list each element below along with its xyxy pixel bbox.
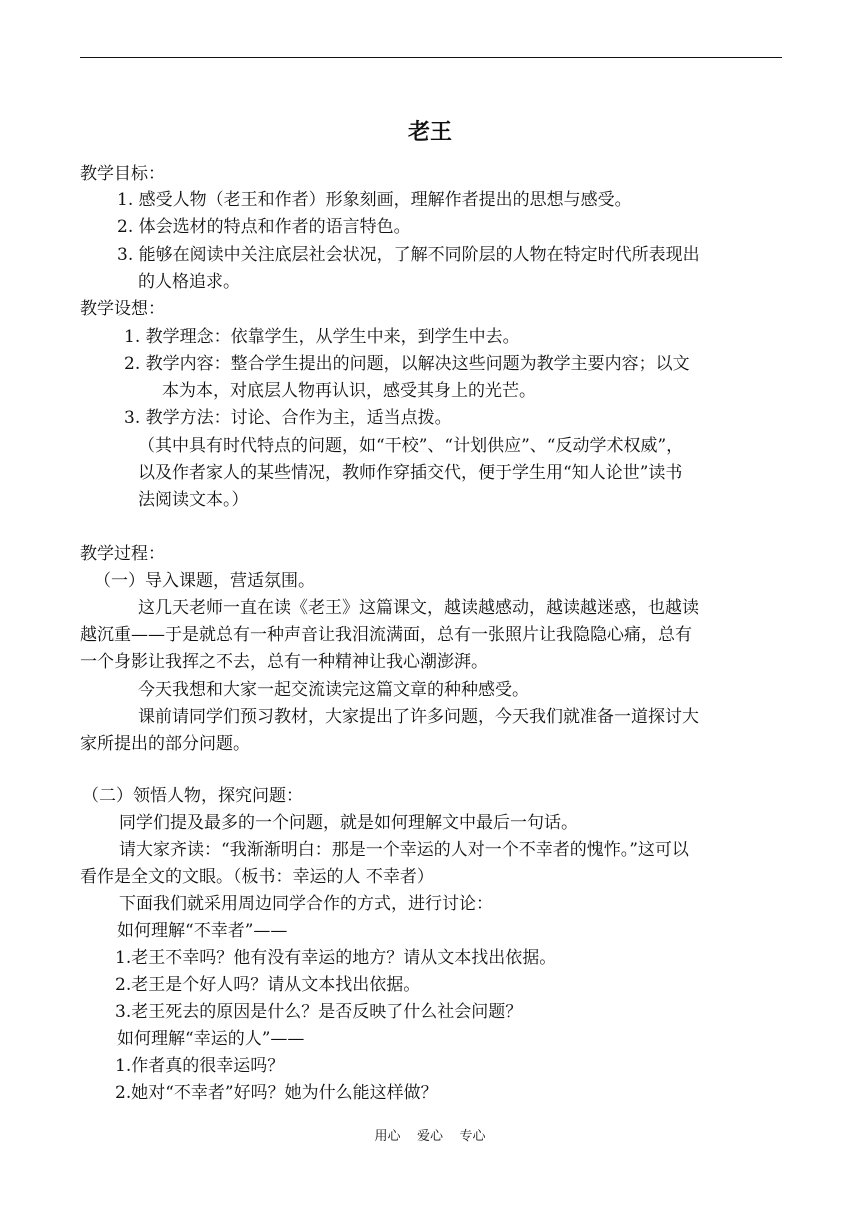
goal-item-2: 2. 体会选材的特点和作者的语言特色。 xyxy=(117,217,411,237)
question-1-3: 3.老王死去的原因是什么？是否反映了什么社会问题？ xyxy=(115,1002,523,1022)
design-item-3: 3. 教学方法：讨论、合作为主，适当点拨。 xyxy=(124,408,452,428)
paragraph-5-line-1: 请大家齐读：“我渐渐明白：那是一个幸运的人对一个不幸者的愧怍。”这可以 xyxy=(119,840,689,860)
question-2-2: 2.她对“不幸者”好吗？她为什么能这样做？ xyxy=(115,1083,438,1103)
document-title: 老王 xyxy=(407,120,452,145)
design-item-2-cont: 本为本，对底层人物再认识，感受其身上的光芒。 xyxy=(162,381,536,401)
subsection-heading-1: （一）导入课题，营适氛围。 xyxy=(94,571,315,591)
paragraph-1-line-3: 一个身影让我挥之不去，总有一种精神让我心潮澎湃。 xyxy=(80,652,488,672)
goal-item-1: 1. 感受人物（老王和作者）形象刻画，理解作者提出的思想与感受。 xyxy=(117,190,632,210)
design-item-2: 2. 教学内容：整合学生提出的问题，以解决这些问题为教学主要内容；以文 xyxy=(124,354,690,374)
paragraph-5-line-2: 看作是全文的文眼。（板书：幸运的人 不幸者） xyxy=(80,867,434,887)
paragraph-4: 同学们提及最多的一个问题，就是如何理解文中最后一句话。 xyxy=(119,813,578,833)
paragraph-1-line-2: 越沉重——于是就总有一种声音让我泪流满面，总有一张照片让我隐隐心痛，总有 xyxy=(80,625,692,645)
paragraph-2: 今天我想和大家一起交流读完这篇文章的种种感受。 xyxy=(138,680,529,700)
page-footer: 用心 爱心 专心 xyxy=(374,1129,486,1144)
design-item-1: 1. 教学理念：依靠学生，从学生中来，到学生中去。 xyxy=(124,327,520,347)
subsection-heading-2: （二）领悟人物，探究问题： xyxy=(82,786,303,806)
section-heading-process: 教学过程： xyxy=(80,544,165,564)
design-note-cont: 以及作者家人的某些情况，教师作穿插交代，便于学生用“知人论世”读书 xyxy=(138,463,683,483)
question-group-2-heading: 如何理解“幸运的人”—— xyxy=(117,1029,305,1049)
goal-item-3-cont: 的人格追求。 xyxy=(138,272,240,292)
question-group-1-heading: 如何理解“不幸者”—— xyxy=(117,921,288,941)
goal-item-3: 3. 能够在阅读中关注底层社会状况，了解不同阶层的人物在特定时代所表现出 xyxy=(117,245,700,265)
paragraph-6: 下面我们就采用周边同学合作的方式，进行讨论： xyxy=(119,894,493,914)
paragraph-3-line-1: 课前请同学们预习教材，大家提出了许多问题，今天我们就准备一道探讨大 xyxy=(138,707,699,727)
question-2-1: 1.作者真的很幸运吗？ xyxy=(115,1056,285,1076)
header-rule xyxy=(80,57,782,58)
design-note-end: 法阅读文本。） xyxy=(138,490,249,510)
question-1-1: 1.老王不幸吗？他有没有幸运的地方？请从文本找出依据。 xyxy=(115,948,557,968)
paragraph-1-line-1: 这几天老师一直在读《老王》这篇课文，越读越感动，越读越迷惑，也越读 xyxy=(138,598,699,618)
section-heading-goals: 教学目标： xyxy=(80,164,165,184)
section-heading-design: 教学设想： xyxy=(80,299,165,319)
design-note: （其中具有时代特点的问题，如“干校”、“计划供应”、“反动学术权威”， xyxy=(138,436,684,456)
paragraph-3-line-2: 家所提出的部分问题。 xyxy=(80,734,250,754)
question-1-2: 2.老王是个好人吗？请从文本找出依据。 xyxy=(115,975,421,995)
